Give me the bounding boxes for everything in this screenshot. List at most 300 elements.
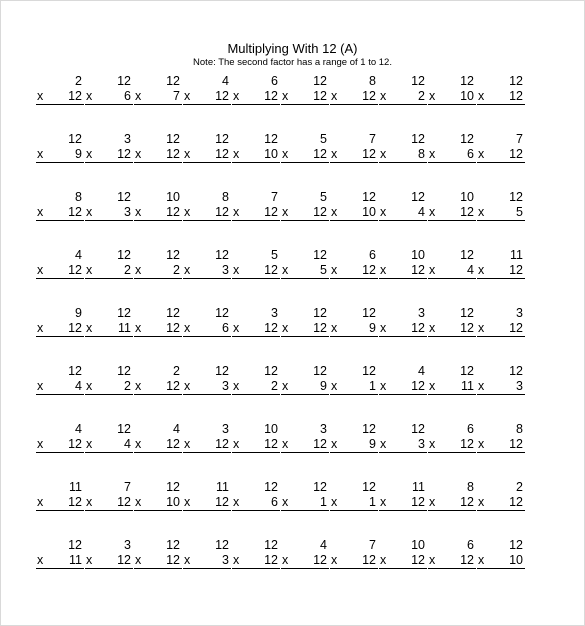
first-factor: 12 <box>460 364 474 378</box>
first-factor: 6 <box>271 74 278 88</box>
second-factor-row <box>281 553 329 569</box>
problem-item <box>428 248 476 279</box>
multiply-operator: x <box>478 553 485 567</box>
multiply-operator: x <box>478 437 485 451</box>
second-factor-row <box>85 263 133 279</box>
problem-item <box>281 306 329 337</box>
second-factor: 5 <box>516 205 523 219</box>
second-factor-row <box>36 263 84 279</box>
problem-item <box>232 538 280 569</box>
second-factor-row <box>330 89 378 105</box>
first-factor: 7 <box>516 132 523 146</box>
problem-item <box>330 132 378 163</box>
second-factor: 12 <box>215 89 229 103</box>
second-factor: 6 <box>467 147 474 161</box>
problem-item <box>428 132 476 163</box>
second-factor: 12 <box>264 89 278 103</box>
first-factor: 8 <box>75 190 82 204</box>
problem-item <box>330 422 378 453</box>
problem-item <box>232 248 280 279</box>
multiply-operator: x <box>429 379 436 393</box>
multiply-operator: x <box>282 553 289 567</box>
first-factor: 5 <box>320 132 327 146</box>
problem-item <box>183 538 231 569</box>
second-factor: 12 <box>362 89 376 103</box>
first-factor: 11 <box>69 480 82 494</box>
second-factor-row <box>232 379 280 395</box>
second-factor: 12 <box>411 263 425 277</box>
multiply-operator: x <box>429 263 436 277</box>
problem-item <box>36 480 84 511</box>
problem-item <box>281 190 329 221</box>
multiply-operator: x <box>233 205 240 219</box>
second-factor-row <box>183 263 231 279</box>
second-factor: 12 <box>117 553 131 567</box>
multiply-operator: x <box>135 437 142 451</box>
first-factor: 4 <box>222 74 229 88</box>
second-factor-row <box>428 321 476 337</box>
problem-item <box>232 132 280 163</box>
problem-item <box>330 364 378 395</box>
problem-item <box>134 190 182 221</box>
first-factor: 12 <box>68 538 82 552</box>
multiply-operator: x <box>331 553 338 567</box>
second-factor: 3 <box>222 553 229 567</box>
second-factor: 12 <box>68 437 82 451</box>
second-factor: 12 <box>460 553 474 567</box>
problem-item <box>85 74 133 105</box>
first-factor: 12 <box>313 306 327 320</box>
second-factor-row <box>85 205 133 221</box>
second-factor-row <box>232 553 280 569</box>
first-factor: 3 <box>222 422 229 436</box>
first-factor: 12 <box>215 538 229 552</box>
problem-item <box>183 190 231 221</box>
second-factor: 3 <box>124 205 131 219</box>
first-factor: 4 <box>173 422 180 436</box>
problem-item <box>85 306 133 337</box>
first-factor: 11 <box>412 480 425 494</box>
first-factor: 6 <box>467 422 474 436</box>
first-factor: 10 <box>264 422 278 436</box>
problem-item <box>232 422 280 453</box>
problem-item <box>183 364 231 395</box>
first-factor: 12 <box>509 364 523 378</box>
second-factor-row <box>379 263 427 279</box>
problem-item <box>183 306 231 337</box>
multiply-operator: x <box>86 321 93 335</box>
second-factor-row <box>330 205 378 221</box>
problem-item <box>134 248 182 279</box>
multiply-operator: x <box>380 205 387 219</box>
multiply-operator: x <box>478 379 485 393</box>
first-factor: 2 <box>173 364 180 378</box>
second-factor-row <box>85 437 133 453</box>
first-factor: 12 <box>68 132 82 146</box>
second-factor-row <box>134 147 182 163</box>
problem-item <box>232 306 280 337</box>
first-factor: 12 <box>362 422 376 436</box>
second-factor: 2 <box>271 379 278 393</box>
multiply-operator: x <box>282 89 289 103</box>
first-factor: 10 <box>411 538 425 552</box>
problem-item <box>183 480 231 511</box>
problem-item <box>134 480 182 511</box>
second-factor: 12 <box>313 437 327 451</box>
multiply-operator: x <box>380 553 387 567</box>
second-factor: 12 <box>68 205 82 219</box>
second-factor-row <box>36 495 84 511</box>
problem-item <box>477 74 525 105</box>
problem-item <box>232 364 280 395</box>
second-factor-row <box>477 553 525 569</box>
second-factor-row <box>428 553 476 569</box>
second-factor: 12 <box>509 495 523 509</box>
problem-item <box>330 248 378 279</box>
first-factor: 12 <box>362 480 376 494</box>
second-factor: 2 <box>124 379 131 393</box>
first-factor: 7 <box>271 190 278 204</box>
first-factor: 12 <box>313 74 327 88</box>
second-factor: 12 <box>117 147 131 161</box>
problem-item <box>85 364 133 395</box>
multiply-operator: x <box>478 205 485 219</box>
second-factor-row <box>36 89 84 105</box>
first-factor: 12 <box>117 74 131 88</box>
second-factor-row <box>281 437 329 453</box>
problem-item <box>330 480 378 511</box>
second-factor: 12 <box>166 553 180 567</box>
problem-item <box>428 190 476 221</box>
first-factor: 12 <box>460 74 474 88</box>
second-factor-row <box>281 321 329 337</box>
second-factor-row <box>428 205 476 221</box>
multiply-operator: x <box>184 205 191 219</box>
first-factor: 12 <box>362 364 376 378</box>
second-factor-row <box>183 495 231 511</box>
multiply-operator: x <box>331 495 338 509</box>
first-factor: 12 <box>166 74 180 88</box>
multiply-operator: x <box>282 205 289 219</box>
second-factor: 12 <box>362 553 376 567</box>
second-factor: 12 <box>215 495 229 509</box>
first-factor: 12 <box>362 190 376 204</box>
multiply-operator: x <box>331 89 338 103</box>
problem-item <box>85 480 133 511</box>
second-factor-row <box>281 205 329 221</box>
second-factor-row <box>232 89 280 105</box>
problem-item <box>36 190 84 221</box>
multiply-operator: x <box>429 553 436 567</box>
second-factor: 12 <box>460 437 474 451</box>
multiply-operator: x <box>233 379 240 393</box>
first-factor: 12 <box>509 190 523 204</box>
problem-item <box>330 74 378 105</box>
second-factor: 1 <box>369 495 376 509</box>
problem-item <box>428 422 476 453</box>
second-factor: 7 <box>173 89 180 103</box>
second-factor: 10 <box>460 89 474 103</box>
second-factor-row <box>330 321 378 337</box>
first-factor: 5 <box>320 190 327 204</box>
multiply-operator: x <box>37 321 44 335</box>
first-factor: 12 <box>460 132 474 146</box>
first-factor: 3 <box>124 538 131 552</box>
second-factor: 12 <box>166 379 180 393</box>
second-factor: 11 <box>461 379 474 393</box>
worksheet-title: Multiplying With 12 (A) <box>227 41 358 56</box>
first-factor: 4 <box>75 248 82 262</box>
problem-item <box>36 538 84 569</box>
second-factor: 12 <box>411 321 425 335</box>
second-factor: 12 <box>68 263 82 277</box>
second-factor: 12 <box>362 263 376 277</box>
problem-item <box>281 538 329 569</box>
second-factor-row <box>36 147 84 163</box>
second-factor-row <box>36 321 84 337</box>
first-factor: 12 <box>215 364 229 378</box>
first-factor: 4 <box>320 538 327 552</box>
multiply-operator: x <box>282 147 289 161</box>
second-factor: 12 <box>264 205 278 219</box>
multiply-operator: x <box>233 495 240 509</box>
first-factor: 7 <box>124 480 131 494</box>
multiply-operator: x <box>86 263 93 277</box>
second-factor-row <box>330 147 378 163</box>
second-factor: 3 <box>222 263 229 277</box>
second-factor: 9 <box>75 147 82 161</box>
first-factor: 7 <box>369 132 376 146</box>
first-factor: 12 <box>411 74 425 88</box>
second-factor-row <box>134 321 182 337</box>
multiply-operator: x <box>86 553 93 567</box>
second-factor: 4 <box>124 437 131 451</box>
second-factor-row <box>379 437 427 453</box>
second-factor: 12 <box>460 495 474 509</box>
multiply-operator: x <box>135 495 142 509</box>
second-factor-row <box>428 263 476 279</box>
first-factor: 8 <box>516 422 523 436</box>
second-factor-row <box>85 89 133 105</box>
second-factor-row <box>134 553 182 569</box>
second-factor-row <box>232 205 280 221</box>
multiply-operator: x <box>233 321 240 335</box>
second-factor: 12 <box>509 147 523 161</box>
first-factor: 12 <box>264 480 278 494</box>
multiply-operator: x <box>380 263 387 277</box>
second-factor-row <box>36 379 84 395</box>
first-factor: 6 <box>467 538 474 552</box>
first-factor: 12 <box>166 248 180 262</box>
second-factor-row <box>330 379 378 395</box>
problem-item <box>428 538 476 569</box>
second-factor: 6 <box>222 321 229 335</box>
multiply-operator: x <box>184 553 191 567</box>
second-factor-row <box>477 89 525 105</box>
problem-item <box>183 248 231 279</box>
multiply-operator: x <box>184 89 191 103</box>
multiply-operator: x <box>331 147 338 161</box>
multiply-operator: x <box>233 553 240 567</box>
first-factor: 12 <box>68 364 82 378</box>
second-factor: 12 <box>313 147 327 161</box>
first-factor: 2 <box>516 480 523 494</box>
second-factor-row <box>232 147 280 163</box>
second-factor-row <box>330 437 378 453</box>
problem-item <box>85 190 133 221</box>
problem-item <box>134 364 182 395</box>
multiply-operator: x <box>478 263 485 277</box>
first-factor: 9 <box>75 306 82 320</box>
second-factor: 12 <box>264 263 278 277</box>
first-factor: 10 <box>411 248 425 262</box>
problem-item <box>85 422 133 453</box>
problem-item <box>477 248 525 279</box>
second-factor: 3 <box>418 437 425 451</box>
second-factor-row <box>183 379 231 395</box>
first-factor: 12 <box>411 190 425 204</box>
second-factor: 12 <box>166 321 180 335</box>
second-factor: 10 <box>264 147 278 161</box>
second-factor: 12 <box>411 553 425 567</box>
first-factor: 12 <box>264 132 278 146</box>
second-factor-row <box>183 437 231 453</box>
problem-item <box>428 480 476 511</box>
problem-item <box>134 538 182 569</box>
second-factor: 4 <box>75 379 82 393</box>
second-factor: 12 <box>264 553 278 567</box>
second-factor-row <box>379 321 427 337</box>
problem-item <box>379 538 427 569</box>
first-factor: 12 <box>117 364 131 378</box>
second-factor: 12 <box>362 147 376 161</box>
problem-item <box>379 132 427 163</box>
second-factor: 11 <box>118 321 131 335</box>
second-factor-row <box>428 495 476 511</box>
second-factor-row <box>134 437 182 453</box>
multiply-operator: x <box>37 263 44 277</box>
problem-item <box>477 132 525 163</box>
second-factor: 12 <box>166 437 180 451</box>
multiply-operator: x <box>380 495 387 509</box>
problem-item <box>428 74 476 105</box>
multiply-operator: x <box>86 147 93 161</box>
multiply-operator: x <box>37 147 44 161</box>
second-factor: 5 <box>320 263 327 277</box>
first-factor: 12 <box>117 248 131 262</box>
second-factor-row <box>183 147 231 163</box>
first-factor: 10 <box>166 190 180 204</box>
multiply-operator: x <box>380 379 387 393</box>
second-factor: 9 <box>320 379 327 393</box>
second-factor-row <box>36 205 84 221</box>
problem-item <box>134 422 182 453</box>
second-factor-row <box>330 495 378 511</box>
second-factor-row <box>183 205 231 221</box>
second-factor-row <box>134 205 182 221</box>
problem-item <box>36 422 84 453</box>
problem-item <box>183 74 231 105</box>
problem-item <box>281 364 329 395</box>
multiply-operator: x <box>233 147 240 161</box>
problem-item <box>36 364 84 395</box>
multiply-operator: x <box>282 321 289 335</box>
second-factor: 12 <box>460 205 474 219</box>
problem-item <box>183 422 231 453</box>
multiply-operator: x <box>331 205 338 219</box>
problem-item <box>477 306 525 337</box>
multiply-operator: x <box>282 495 289 509</box>
second-factor-row <box>232 263 280 279</box>
multiply-operator: x <box>331 263 338 277</box>
first-factor: 12 <box>215 132 229 146</box>
first-factor: 12 <box>460 306 474 320</box>
first-factor: 12 <box>509 74 523 88</box>
multiply-operator: x <box>184 495 191 509</box>
second-factor-row <box>85 321 133 337</box>
problem-item <box>379 248 427 279</box>
second-factor: 3 <box>222 379 229 393</box>
second-factor-row <box>232 495 280 511</box>
second-factor: 12 <box>509 89 523 103</box>
second-factor-row <box>379 147 427 163</box>
problem-item <box>232 74 280 105</box>
second-factor-row <box>85 147 133 163</box>
second-factor-row <box>379 205 427 221</box>
first-factor: 4 <box>75 422 82 436</box>
multiply-operator: x <box>282 437 289 451</box>
second-factor-row <box>477 263 525 279</box>
multiply-operator: x <box>331 437 338 451</box>
multiply-operator: x <box>380 147 387 161</box>
first-factor: 3 <box>516 306 523 320</box>
first-factor: 3 <box>124 132 131 146</box>
second-factor-row <box>232 321 280 337</box>
multiply-operator: x <box>86 89 93 103</box>
problem-item <box>379 364 427 395</box>
first-factor: 8 <box>369 74 376 88</box>
first-factor: 6 <box>369 248 376 262</box>
second-factor-row <box>281 495 329 511</box>
second-factor: 12 <box>313 89 327 103</box>
second-factor-row <box>379 553 427 569</box>
multiply-operator: x <box>184 321 191 335</box>
problem-item <box>330 538 378 569</box>
second-factor-row <box>379 495 427 511</box>
problem-item <box>134 306 182 337</box>
problem-item <box>183 132 231 163</box>
problem-item <box>36 248 84 279</box>
problem-item <box>134 74 182 105</box>
second-factor: 12 <box>264 321 278 335</box>
problem-item <box>379 306 427 337</box>
second-factor-row <box>134 263 182 279</box>
first-factor: 12 <box>117 190 131 204</box>
second-factor-row <box>330 263 378 279</box>
multiply-operator: x <box>184 437 191 451</box>
second-factor-row <box>183 321 231 337</box>
problem-item <box>379 74 427 105</box>
first-factor: 7 <box>369 538 376 552</box>
first-factor: 8 <box>467 480 474 494</box>
second-factor-row <box>477 147 525 163</box>
second-factor-row <box>379 379 427 395</box>
second-factor: 6 <box>124 89 131 103</box>
second-factor-row <box>134 495 182 511</box>
problem-item <box>232 190 280 221</box>
multiply-operator: x <box>86 205 93 219</box>
second-factor-row <box>281 379 329 395</box>
